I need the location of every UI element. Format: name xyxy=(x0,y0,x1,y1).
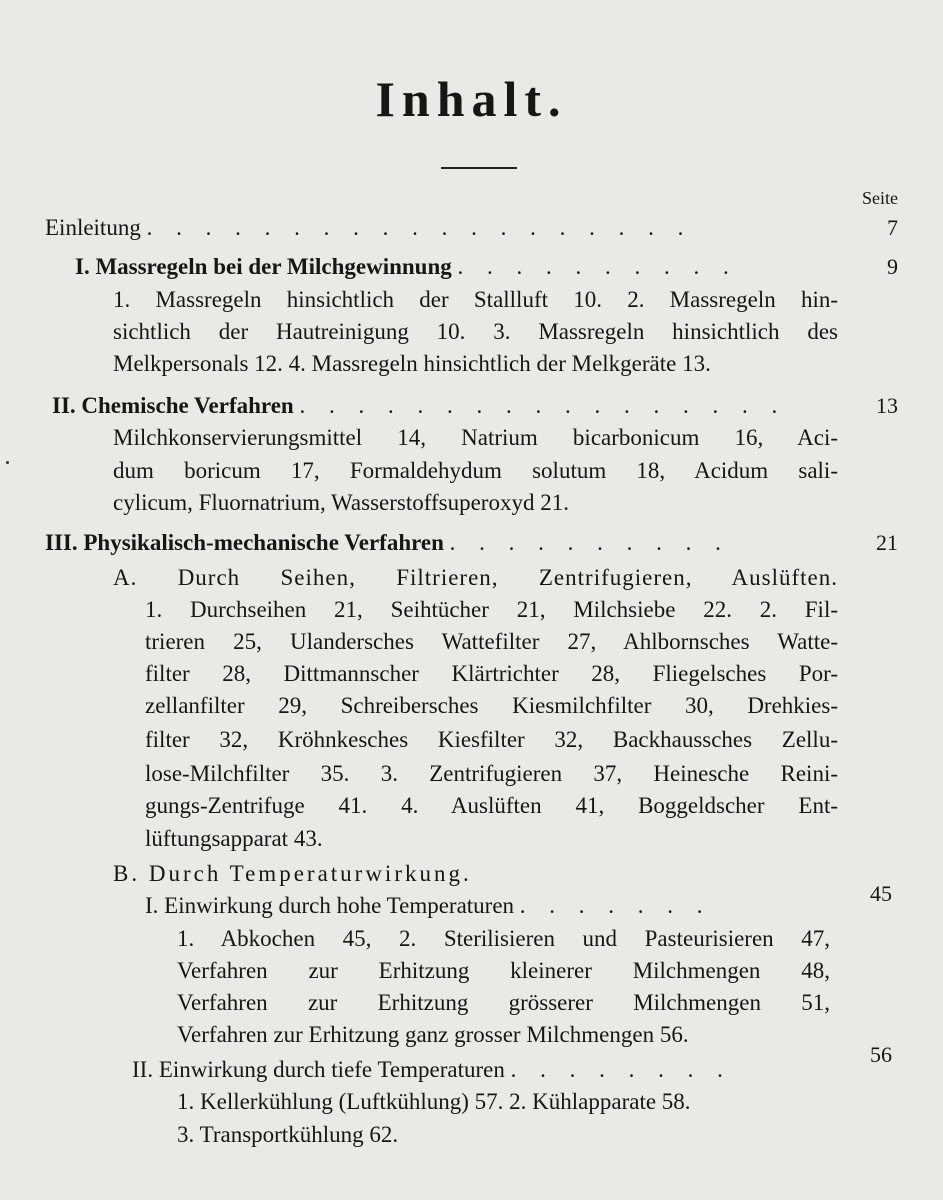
toc-entry-line: 1. Kellerkühlung (Luftkühlung) 57. 2. Kühlapparate 58. xyxy=(177,1089,691,1114)
toc-entry-line: cylicum, Fluornatrium, Wasserstoffsuperoxyd 21. xyxy=(113,490,569,515)
entry-text: I. Massregeln bei der Milchgewinnung xyxy=(75,254,452,279)
toc-entry-line: zellanfilter 29, Schreibersches Kiesmilchfilter 30, Drehkies- xyxy=(145,693,838,718)
toc-entry-line: Melkpersonals 12. 4. Massregeln hinsichtlich der Melkgeräte 13. xyxy=(113,351,711,376)
print-speck xyxy=(6,461,9,464)
toc-entry-line: Milchkonservierungsmittel 14, Natrium bicarbonicum 16, Aci- xyxy=(113,425,838,450)
toc-entry-line: 1. Durchseihen 21, Seihtücher 21, Milchsiebe 22. 2. Fil- xyxy=(145,597,838,622)
toc-section-heading xyxy=(52,391,786,421)
entry-text: II. Einwirkung durch tiefe Temperaturen xyxy=(132,1057,505,1082)
toc-entry-line: Verfahren zur Erhitzung kleinerer Milchmengen 48, xyxy=(177,958,830,983)
toc-entry-line: trieren 25, Ulandersches Wattefilter 27, Ahlbornsches Watte- xyxy=(145,629,838,654)
toc-section-heading xyxy=(75,252,738,282)
toc-entry-line: gungs-Zentrifuge 41. 4. Auslüften 41, Boggeldscher Ent- xyxy=(145,793,838,818)
entry-text: III. Physikalisch-mechanische Verfahren xyxy=(45,530,444,555)
toc-subitem-heading xyxy=(145,891,712,921)
entry-text: I. Einwirkung durch hohe Temperaturen xyxy=(145,893,515,918)
toc-entry-line: sichtlich der Hautreinigung 10. 3. Massregeln hinsichtlich des xyxy=(113,319,838,344)
leader-dots: . . . . . . . . xyxy=(510,1057,732,1082)
toc-entry-line: dum boricum 17, Formaldehydum solutum 18, Acidum sali- xyxy=(113,458,838,483)
leader-dots: . . . . . . . xyxy=(519,893,712,918)
toc-entry-einleitung xyxy=(45,213,692,243)
toc-entry-line: lose-Milchfilter 35. 3. Zentrifugieren 37, Heinesche Reini- xyxy=(145,761,838,786)
entry-text: Einleitung xyxy=(45,215,141,240)
toc-entry-line: filter 32, Kröhnkesches Kiesfilter 32, Backhaussches Zellu- xyxy=(145,727,838,752)
toc-subsection-heading: A. Durch Seihen, Filtrieren, Zentrifugieren, Auslüften. xyxy=(113,565,838,590)
toc-subitem-heading xyxy=(132,1055,732,1085)
page-number: 21 xyxy=(876,530,898,555)
page-number: 45 xyxy=(870,881,892,906)
page-number: 9 xyxy=(887,254,898,279)
page-number: 56 xyxy=(870,1042,892,1067)
toc-section-heading xyxy=(45,528,730,558)
page-title: Inhalt. xyxy=(375,71,568,127)
leader-dots: . . . . . . . . . . . . . . . . . xyxy=(299,393,787,418)
toc-entry-line: 1. Massregeln hinsichtlich der Stallluft 10. 2. Massregeln hin- xyxy=(113,287,838,312)
toc-entry-line: Verfahren zur Erhitzung grösserer Milchmengen 51, xyxy=(177,990,830,1015)
toc-entry-line: Verfahren zur Erhitzung ganz grosser Milchmengen 56. xyxy=(177,1022,689,1047)
page-number: 7 xyxy=(887,215,898,240)
page-column-label: Seite xyxy=(862,188,898,208)
leader-dots: . . . . . . . . . . xyxy=(449,530,730,555)
toc-subsection-heading: B. Durch Temperaturwirkung. xyxy=(113,861,472,886)
page-number: 13 xyxy=(876,393,898,418)
leader-dots: . . . . . . . . . . . . . . . . . . . xyxy=(146,215,693,240)
leader-dots: . . . . . . . . . . xyxy=(457,254,738,279)
toc-entry-line: 3. Transportkühlung 62. xyxy=(177,1122,399,1147)
title-divider xyxy=(441,167,517,169)
entry-text: II. Chemische Verfahren xyxy=(52,393,294,418)
toc-entry-line: lüftungsapparat 43. xyxy=(145,826,323,851)
toc-entry-line: 1. Abkochen 45, 2. Sterilisieren und Pasteurisieren 47, xyxy=(177,926,830,951)
toc-entry-line: filter 28, Dittmannscher Klärtrichter 28, Fliegelsches Por- xyxy=(145,661,838,686)
